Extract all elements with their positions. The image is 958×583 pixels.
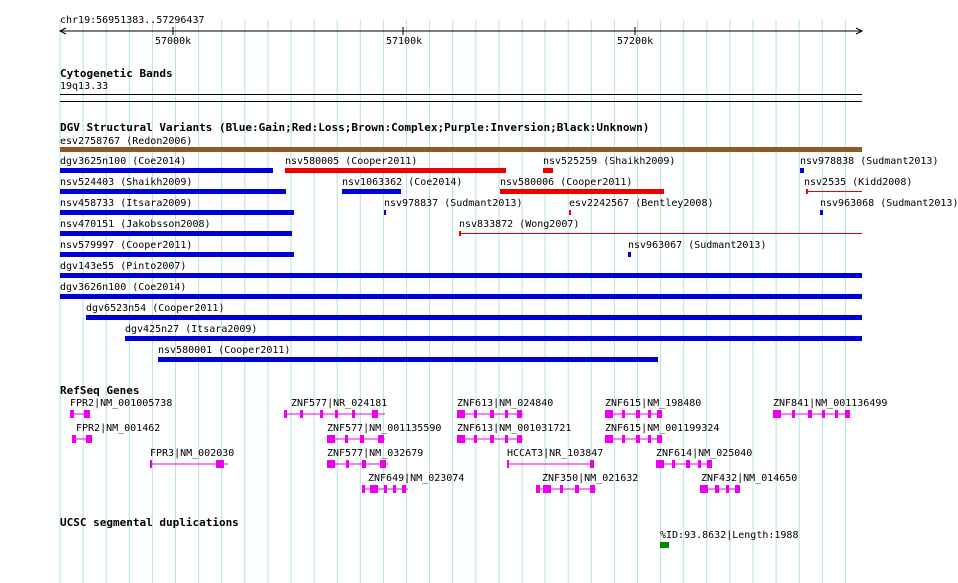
dgv-feature-label[interactable]: nsv1063362 (Coe2014) bbox=[342, 177, 463, 188]
gene-label[interactable]: ZNF615|NM_198480 bbox=[605, 398, 702, 409]
gene-model bbox=[457, 410, 523, 418]
dgv-feature-label[interactable]: nsv579997 (Cooper2011) bbox=[60, 240, 193, 251]
gene-exon bbox=[686, 460, 690, 468]
dgv-track-title[interactable]: DGV Structural Variants (Blue:Gain;Red:Loss;Brown:Complex;Purple:Inversion;Black:Unknown) bbox=[60, 121, 650, 134]
gene-label[interactable]: ZNF350|NM_021632 bbox=[542, 473, 639, 484]
gene-exon bbox=[605, 435, 613, 443]
gene-exon bbox=[808, 410, 812, 418]
gene-label[interactable]: ZNF432|NM_014650 bbox=[701, 473, 798, 484]
gene-exon bbox=[474, 410, 477, 418]
gene-exon bbox=[284, 410, 287, 418]
gene-exon bbox=[402, 485, 406, 493]
gene-exon bbox=[672, 460, 675, 468]
gene-model bbox=[536, 485, 596, 493]
gene-model bbox=[507, 460, 594, 468]
gene-exon bbox=[345, 435, 348, 443]
dgv-feature-label[interactable]: esv2758767 (Redon2006) bbox=[60, 136, 193, 147]
gene-exon bbox=[622, 435, 625, 443]
gene-exon bbox=[490, 435, 494, 443]
gene-model bbox=[327, 460, 388, 468]
dgv-feature-label[interactable]: nsv963068 (Sudmant2013) bbox=[820, 198, 958, 209]
gene-exon bbox=[536, 485, 540, 493]
gene-exon bbox=[150, 460, 152, 468]
segdup-feature-label[interactable]: %ID:93.8632|Length:1988 bbox=[660, 530, 799, 541]
dgv-feature-label[interactable]: nsv525259 (Shaikh2009) bbox=[543, 156, 676, 167]
dgv-feature-label[interactable]: dgv143e55 (Pinto2007) bbox=[60, 261, 187, 272]
gene-model bbox=[605, 410, 662, 418]
dgv-feature-label[interactable]: nsv458733 (Itsara2009) bbox=[60, 198, 193, 209]
gene-label[interactable]: ZNF613|NM_024840 bbox=[457, 398, 554, 409]
gene-exon bbox=[457, 435, 465, 443]
gene-exon bbox=[335, 410, 338, 418]
gene-label[interactable]: ZNF577|NR_024181 bbox=[291, 398, 388, 409]
gene-exon bbox=[822, 410, 825, 418]
gene-exon bbox=[352, 410, 355, 418]
gene-exon bbox=[490, 410, 494, 418]
cyto-track-title[interactable]: Cytogenetic Bands bbox=[60, 67, 173, 80]
gene-exon bbox=[698, 460, 701, 468]
gene-exon bbox=[575, 485, 579, 493]
gene-exon bbox=[86, 435, 92, 443]
cyto-band-label: 19q13.33 bbox=[60, 81, 109, 92]
gene-label[interactable]: ZNF841|NM_001136499 bbox=[773, 398, 888, 409]
dgv-feature-label[interactable]: dgv3625n100 (Coe2014) bbox=[60, 156, 187, 167]
gene-label[interactable]: FPR3|NM_002030 bbox=[150, 448, 235, 459]
gene-label[interactable]: FPR2|NM_001005738 bbox=[70, 398, 173, 409]
dgv-feature-label[interactable]: esv2242567 (Bentley2008) bbox=[569, 198, 714, 209]
dgv-feature-label[interactable]: nsv580005 (Cooper2011) bbox=[285, 156, 418, 167]
gene-exon bbox=[715, 485, 719, 493]
gene-exon bbox=[362, 485, 365, 493]
gene-label[interactable]: ZNF615|NM_001199324 bbox=[605, 423, 720, 434]
gene-exon bbox=[590, 460, 594, 468]
gene-exon bbox=[700, 485, 708, 493]
gene-exon bbox=[84, 410, 90, 418]
gene-exon bbox=[622, 410, 625, 418]
dgv-feature-label[interactable]: nsv833872 (Wong2007) bbox=[459, 219, 580, 230]
segdup-feature-bar[interactable] bbox=[660, 542, 669, 548]
gene-label[interactable]: ZNF577|NM_032679 bbox=[327, 448, 424, 459]
gene-model bbox=[327, 435, 385, 443]
gene-exon bbox=[370, 485, 378, 493]
segdup-track-title[interactable]: UCSC segmental duplications bbox=[60, 516, 239, 529]
gene-exon bbox=[300, 410, 303, 418]
gene-model bbox=[700, 485, 740, 493]
gene-model bbox=[284, 410, 385, 418]
gene-exon bbox=[320, 410, 323, 418]
gene-exon bbox=[474, 435, 477, 443]
gene-exon bbox=[735, 485, 740, 493]
gene-label[interactable]: ZNF649|NM_023074 bbox=[368, 473, 465, 484]
gene-exon bbox=[517, 410, 522, 418]
dgv-feature-label[interactable]: nsv978837 (Sudmant2013) bbox=[384, 198, 523, 209]
dgv-feature-label[interactable]: dgv6523n54 (Cooper2011) bbox=[86, 303, 225, 314]
gene-model bbox=[362, 485, 408, 493]
gene-exon bbox=[457, 410, 465, 418]
gene-exon bbox=[380, 460, 386, 468]
gene-exon bbox=[372, 410, 378, 418]
dgv-feature-label[interactable]: nsv524403 (Shaikh2009) bbox=[60, 177, 193, 188]
gene-exon bbox=[773, 410, 781, 418]
gene-exon bbox=[346, 460, 349, 468]
dgv-feature-label[interactable]: nsv2535 (Kidd2008) bbox=[804, 177, 913, 188]
gene-exon bbox=[507, 460, 509, 468]
gene-exon bbox=[657, 410, 662, 418]
gene-label[interactable]: ZNF613|NM_001031721 bbox=[457, 423, 572, 434]
gene-label[interactable]: FPR2|NM_001462 bbox=[76, 423, 161, 434]
ruler-tick-label: 57200k bbox=[617, 36, 654, 47]
gene-exon bbox=[362, 460, 366, 468]
position-label: chr19:56951383..57296437 bbox=[60, 15, 205, 26]
dgv-feature-label[interactable]: nsv580006 (Cooper2011) bbox=[500, 177, 633, 188]
gene-exon bbox=[70, 410, 74, 418]
dgv-feature-label[interactable]: dgv3626n100 (Coe2014) bbox=[60, 282, 187, 293]
ruler-tick-label: 57000k bbox=[155, 36, 192, 47]
gene-exon bbox=[216, 460, 224, 468]
gene-label[interactable]: ZNF577|NM_001135590 bbox=[327, 423, 442, 434]
gene-exon bbox=[384, 485, 387, 493]
gene-model bbox=[70, 410, 90, 418]
dgv-feature-label[interactable]: dgv425n27 (Itsara2009) bbox=[125, 324, 258, 335]
ruler-tick-label: 57100k bbox=[386, 36, 423, 47]
gene-exon bbox=[636, 435, 640, 443]
gene-exon bbox=[845, 410, 850, 418]
gene-exon bbox=[327, 460, 335, 468]
gene-exon bbox=[560, 485, 563, 493]
gene-exon bbox=[648, 410, 651, 418]
gene-exon bbox=[657, 435, 662, 443]
gene-label[interactable]: HCCAT3|NR_103847 bbox=[507, 448, 604, 459]
gene-model bbox=[773, 410, 850, 418]
dgv-feature-label[interactable]: nsv963067 (Sudmant2013) bbox=[628, 240, 767, 251]
gene-exon bbox=[648, 435, 651, 443]
gene-exon bbox=[590, 485, 595, 493]
gene-exon bbox=[505, 435, 508, 443]
dgv-feature-label[interactable]: nsv978838 (Sudmant2013) bbox=[800, 156, 939, 167]
gene-model bbox=[72, 435, 92, 443]
gene-exon bbox=[378, 435, 384, 443]
gene-exon bbox=[792, 410, 795, 418]
dgv-feature-label[interactable]: nsv580001 (Cooper2011) bbox=[158, 345, 291, 356]
gene-exon bbox=[543, 485, 551, 493]
gene-exon bbox=[327, 435, 335, 443]
gene-exon bbox=[393, 485, 396, 493]
gene-exon bbox=[360, 435, 364, 443]
gene-model bbox=[150, 460, 228, 468]
refseq-track-title[interactable]: RefSeq Genes bbox=[60, 384, 140, 397]
gene-exon bbox=[505, 410, 508, 418]
gene-model bbox=[605, 435, 662, 443]
gene-exon bbox=[605, 410, 613, 418]
gene-exon bbox=[835, 410, 838, 418]
gene-label[interactable]: ZNF614|NM_025040 bbox=[656, 448, 753, 459]
gene-exon bbox=[72, 435, 76, 443]
gene-exon bbox=[517, 435, 522, 443]
gene-exon bbox=[656, 460, 664, 468]
gene-model bbox=[656, 460, 712, 468]
gene-model bbox=[457, 435, 523, 443]
gene-exon bbox=[726, 485, 729, 493]
dgv-feature-label[interactable]: nsv470151 (Jakobsson2008) bbox=[60, 219, 211, 230]
gene-exon bbox=[636, 410, 640, 418]
gene-exon bbox=[707, 460, 712, 468]
